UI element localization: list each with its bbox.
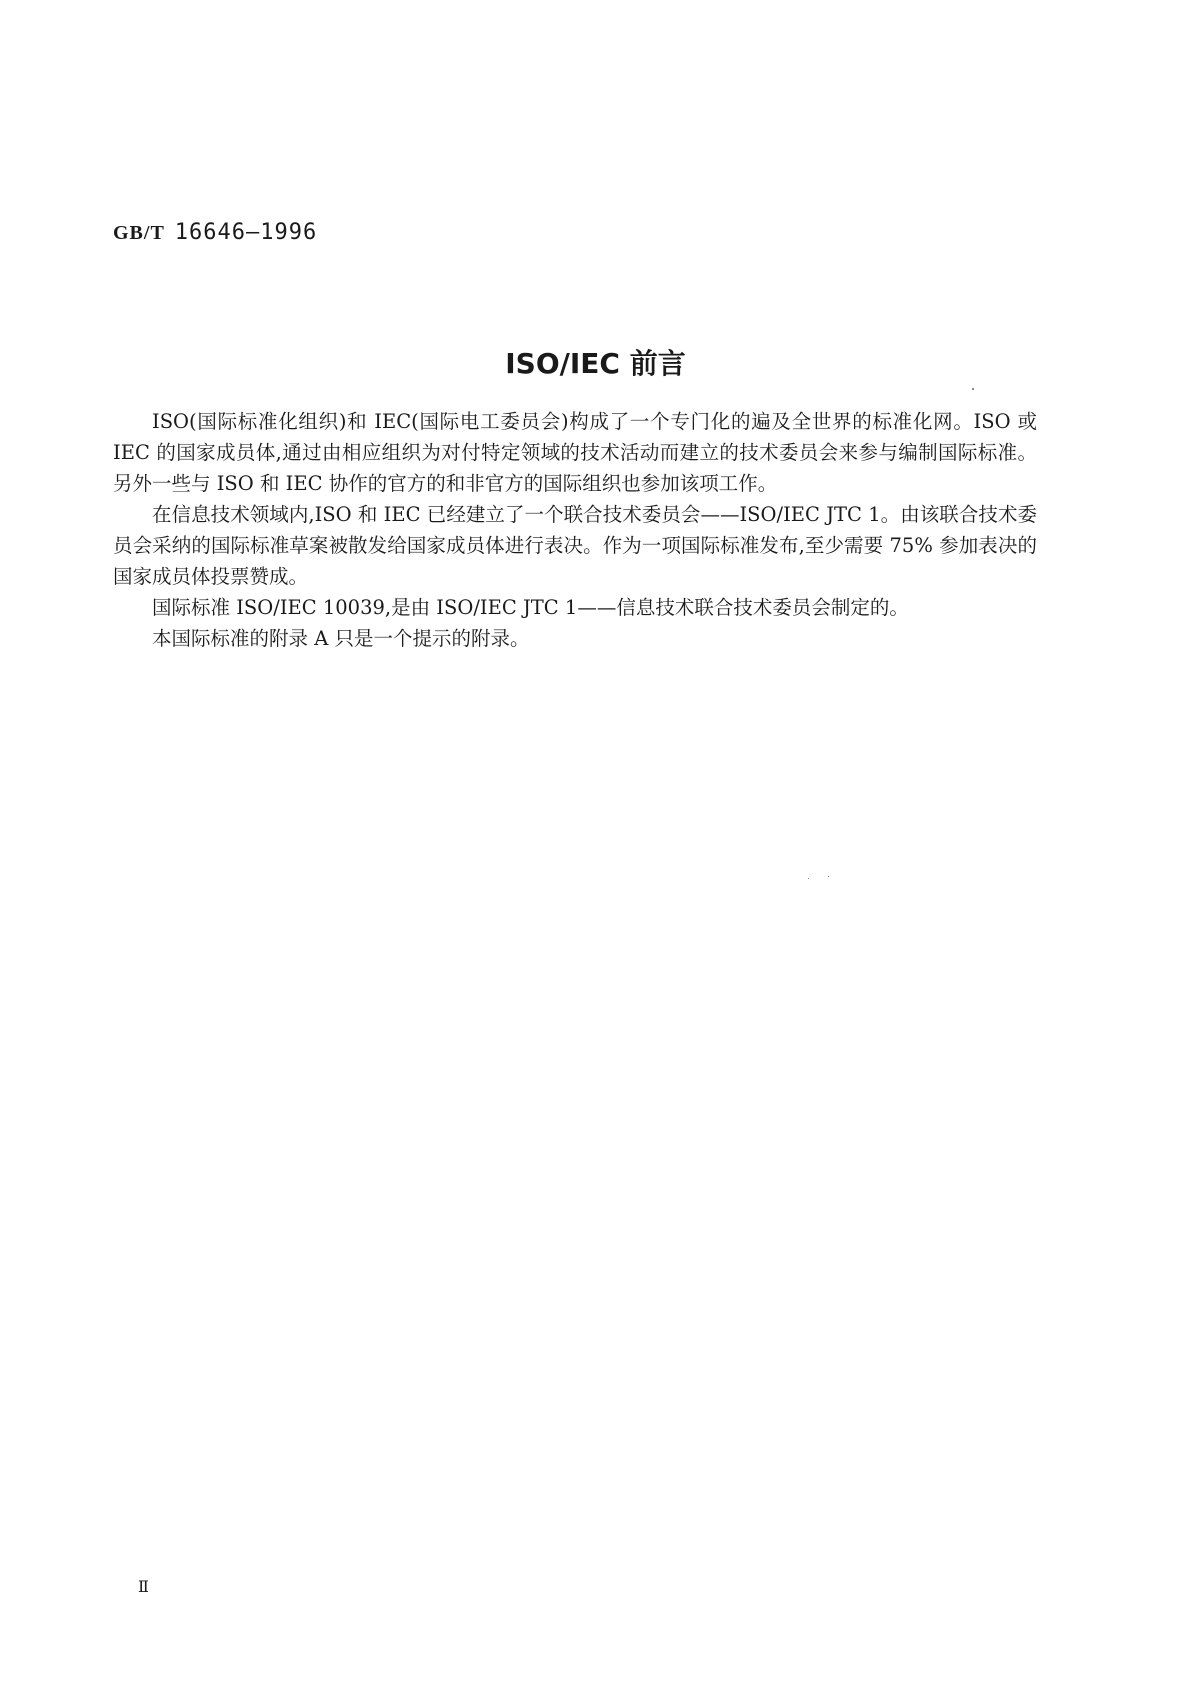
page-title: ISO/IEC 前言 (505, 347, 686, 380)
paragraph-4: 本国际标准的附录 A 只是一个提示的附录。 (152, 627, 530, 650)
standard-number: 16646—1996 (174, 220, 318, 245)
scan-speck (828, 876, 829, 877)
paragraph-1: ISO(国际标准化组织)和 IEC(国际电工委员会)构成了一个专门化的遍及全世界的标准化网。ISO 或 IEC 的国家成员体,通过由相应组织为对付特定领域的技术活动而建立的技术委员会来参与编制国际标准。另外一些与 ISO 和 IEC 协作的官方的和非官方的国际组织也参加该项工作。 (113, 410, 1037, 495)
foreword-body (113, 406, 1037, 654)
paragraph-3: 国际标准 ISO/IEC 10039,是由 ISO/IEC JTC 1——信息技术联合技术委员会制定的。 (152, 596, 909, 619)
page-number: Ⅱ (138, 1577, 149, 1596)
paragraph-2: 在信息技术领域内,ISO 和 IEC 已经建立了一个联合技术委员会——ISO/IEC JTC 1。由该联合技术委员会采纳的国际标准草案被散发给国家成员体进行表决。作为一项国际标准发布,至少需要 75% 参加表决的国家成员体投票赞成。 (113, 503, 1037, 588)
standard-prefix: GB/T (113, 222, 165, 244)
scan-speck (808, 878, 809, 879)
scan-speck (972, 388, 974, 390)
standard-code (113, 220, 317, 245)
